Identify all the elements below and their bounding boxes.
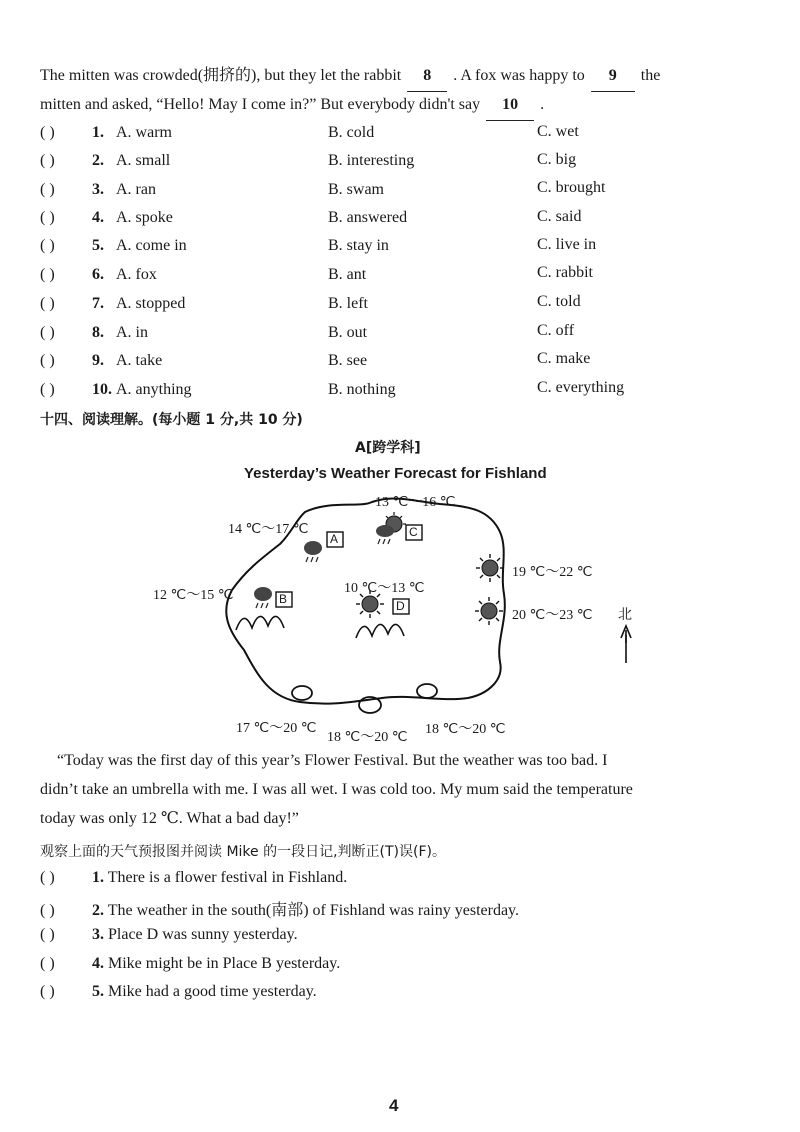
temp-label-south-3: 18 ℃～20 ℃ [425, 722, 506, 737]
tf-row [40, 955, 340, 973]
option-row [40, 152, 104, 170]
option-b: B. nothing [328, 381, 396, 398]
answer-paren[interactable]: ( ) [40, 902, 55, 919]
question-number: 4. [92, 955, 104, 972]
option-a: A. ran [116, 181, 156, 198]
cloze-text: mitten and asked, “Hello! May I come in?” But everybody didn't say [40, 96, 481, 113]
tf-row [40, 926, 298, 944]
cloze-blank-9[interactable]: 9 [591, 60, 635, 92]
temp-label-east-1: 19 ℃～22 ℃ [512, 565, 593, 580]
option-c: C. make [537, 350, 591, 367]
option-c: C. off [537, 322, 575, 339]
place-c-label: C [409, 525, 418, 539]
answer-paren[interactable]: ( ) [40, 237, 55, 254]
temp-label-a: 14 ℃～17 ℃ [228, 522, 309, 537]
diary-line-1: “Today was the first day of this year’s Flower Festival. But the weather was too bad. I [57, 752, 608, 769]
answer-paren[interactable]: ( ) [40, 295, 55, 312]
option-c: C. big [537, 151, 577, 168]
answer-paren[interactable]: ( ) [40, 209, 55, 226]
question-number: 1. [92, 124, 104, 141]
option-a: A. come in [116, 237, 187, 254]
option-row [40, 124, 104, 142]
option-row [40, 381, 112, 399]
option-row [40, 324, 104, 342]
temp-label-south-2: 18 ℃～20 ℃ [327, 730, 408, 745]
option-c: C. brought [537, 179, 606, 196]
section-heading: 十四、阅读理解。(每小题 1 分,共 10 分) [40, 412, 303, 428]
option-a: A. fox [116, 266, 157, 283]
option-c: C. wet [537, 123, 579, 140]
answer-paren[interactable]: ( ) [40, 181, 55, 198]
cloze-text: . A fox was happy to [453, 67, 585, 84]
page-number: 4 [389, 1096, 399, 1115]
temp-label-d: 10 ℃～13 ℃ [344, 581, 425, 596]
option-row [40, 295, 104, 313]
question-number: 4. [92, 209, 104, 226]
place-d-label: D [396, 599, 405, 613]
north-arrow-icon [621, 626, 631, 663]
rain-cloud-icon [304, 541, 322, 562]
answer-paren[interactable]: ( ) [40, 869, 55, 886]
sun-cloud-icon [376, 512, 406, 544]
option-b: B. left [328, 295, 368, 312]
answer-paren[interactable]: ( ) [40, 381, 55, 398]
question-number: 6. [92, 266, 104, 283]
option-c: C. live in [537, 236, 597, 253]
option-row [40, 181, 104, 199]
option-c: C. told [537, 293, 581, 310]
cloze-line-2 [40, 89, 544, 121]
tf-statement: The weather in the south(南部) of Fishland was rainy yesterday. [107, 902, 520, 919]
cloud-icon [417, 684, 437, 698]
option-b: B. swam [328, 181, 384, 198]
answer-paren[interactable]: ( ) [40, 124, 55, 141]
tf-statement: There is a flower festival in Fishland. [107, 869, 348, 886]
answer-paren[interactable]: ( ) [40, 955, 55, 972]
cloud-icon [292, 686, 312, 700]
place-b-label: B [279, 592, 288, 606]
option-c: C. said [537, 208, 582, 225]
rain-cloud-icon [254, 587, 272, 608]
question-number: 5. [92, 237, 104, 254]
temp-label-c: 13 ℃～16 ℃ [375, 495, 456, 510]
option-b: B. answered [328, 209, 408, 226]
question-number: 3. [92, 926, 104, 943]
option-a: A. anything [116, 381, 192, 398]
question-number: 8. [92, 324, 104, 341]
option-b: B. out [328, 324, 368, 341]
place-a-label: A [330, 532, 339, 546]
answer-paren[interactable]: ( ) [40, 266, 55, 283]
weather-map [0, 480, 800, 750]
option-a: A. small [116, 152, 171, 169]
option-c: C. everything [537, 379, 625, 396]
question-number: 7. [92, 295, 104, 312]
tf-statement: Place D was sunny yesterday. [108, 926, 298, 943]
question-number: 2. [92, 902, 104, 919]
tf-row [40, 869, 347, 887]
option-a: A. warm [116, 124, 172, 141]
question-number: 9. [92, 352, 104, 369]
sun-icon [476, 554, 504, 582]
cloze-text: the [640, 67, 661, 84]
question-number: 3. [92, 181, 104, 198]
option-a: A. stopped [116, 295, 186, 312]
temp-label-east-2: 20 ℃～23 ℃ [512, 608, 593, 623]
answer-paren[interactable]: ( ) [40, 324, 55, 341]
question-number: 2. [92, 152, 104, 169]
option-a: A. in [116, 324, 148, 341]
option-b: B. cold [328, 124, 375, 141]
part-label: A[跨学科] [355, 440, 421, 456]
cloze-line-1 [40, 60, 660, 92]
option-row [40, 237, 104, 255]
tf-statement: Mike had a good time yesterday. [108, 983, 317, 1000]
option-c: C. rabbit [537, 264, 593, 281]
question-number: 10. [92, 381, 112, 398]
tf-row [40, 983, 317, 1001]
mountains-icon [356, 624, 404, 638]
option-b: B. ant [328, 266, 367, 283]
option-b: B. interesting [328, 152, 415, 169]
answer-paren[interactable]: ( ) [40, 983, 55, 1000]
cloze-blank-10[interactable]: 10 [486, 89, 534, 121]
cloze-text: . [540, 96, 545, 113]
sun-icon [475, 597, 503, 625]
answer-paren[interactable]: ( ) [40, 152, 55, 169]
temp-label-b: 12 ℃～15 ℃ [153, 588, 234, 603]
option-b: B. see [328, 352, 368, 369]
option-row [40, 266, 104, 284]
answer-paren[interactable]: ( ) [40, 926, 55, 943]
option-row [40, 352, 104, 370]
temp-label-south-1: 17 ℃～20 ℃ [236, 721, 317, 736]
option-row [40, 209, 104, 227]
map-title: Yesterday’s Weather Forecast for Fishland [244, 465, 547, 482]
cloze-text: The mitten was crowded(拥挤的), but they let the rabbit [40, 67, 402, 84]
tf-row [40, 897, 519, 920]
option-b: B. stay in [328, 237, 389, 254]
diary-line-3: today was only 12 ℃. What a bad day!” [40, 810, 299, 827]
instruction: 观察上面的天气预报图并阅读 Mike 的一段日记,判断正(T)误(F)。 [40, 844, 446, 860]
cloze-blank-8[interactable]: 8 [407, 60, 447, 92]
answer-paren[interactable]: ( ) [40, 352, 55, 369]
diary-line-2: didn’t take an umbrella with me. I was all wet. I was cold too. My mum said the temperature [40, 781, 633, 798]
tf-statement: Mike might be in Place B yesterday. [108, 955, 341, 972]
question-number: 1. [92, 869, 104, 886]
option-a: A. spoke [116, 209, 173, 226]
question-number: 5. [92, 983, 104, 1000]
option-a: A. take [116, 352, 163, 369]
mountains-icon [236, 616, 284, 630]
north-label: 北 [618, 607, 632, 623]
